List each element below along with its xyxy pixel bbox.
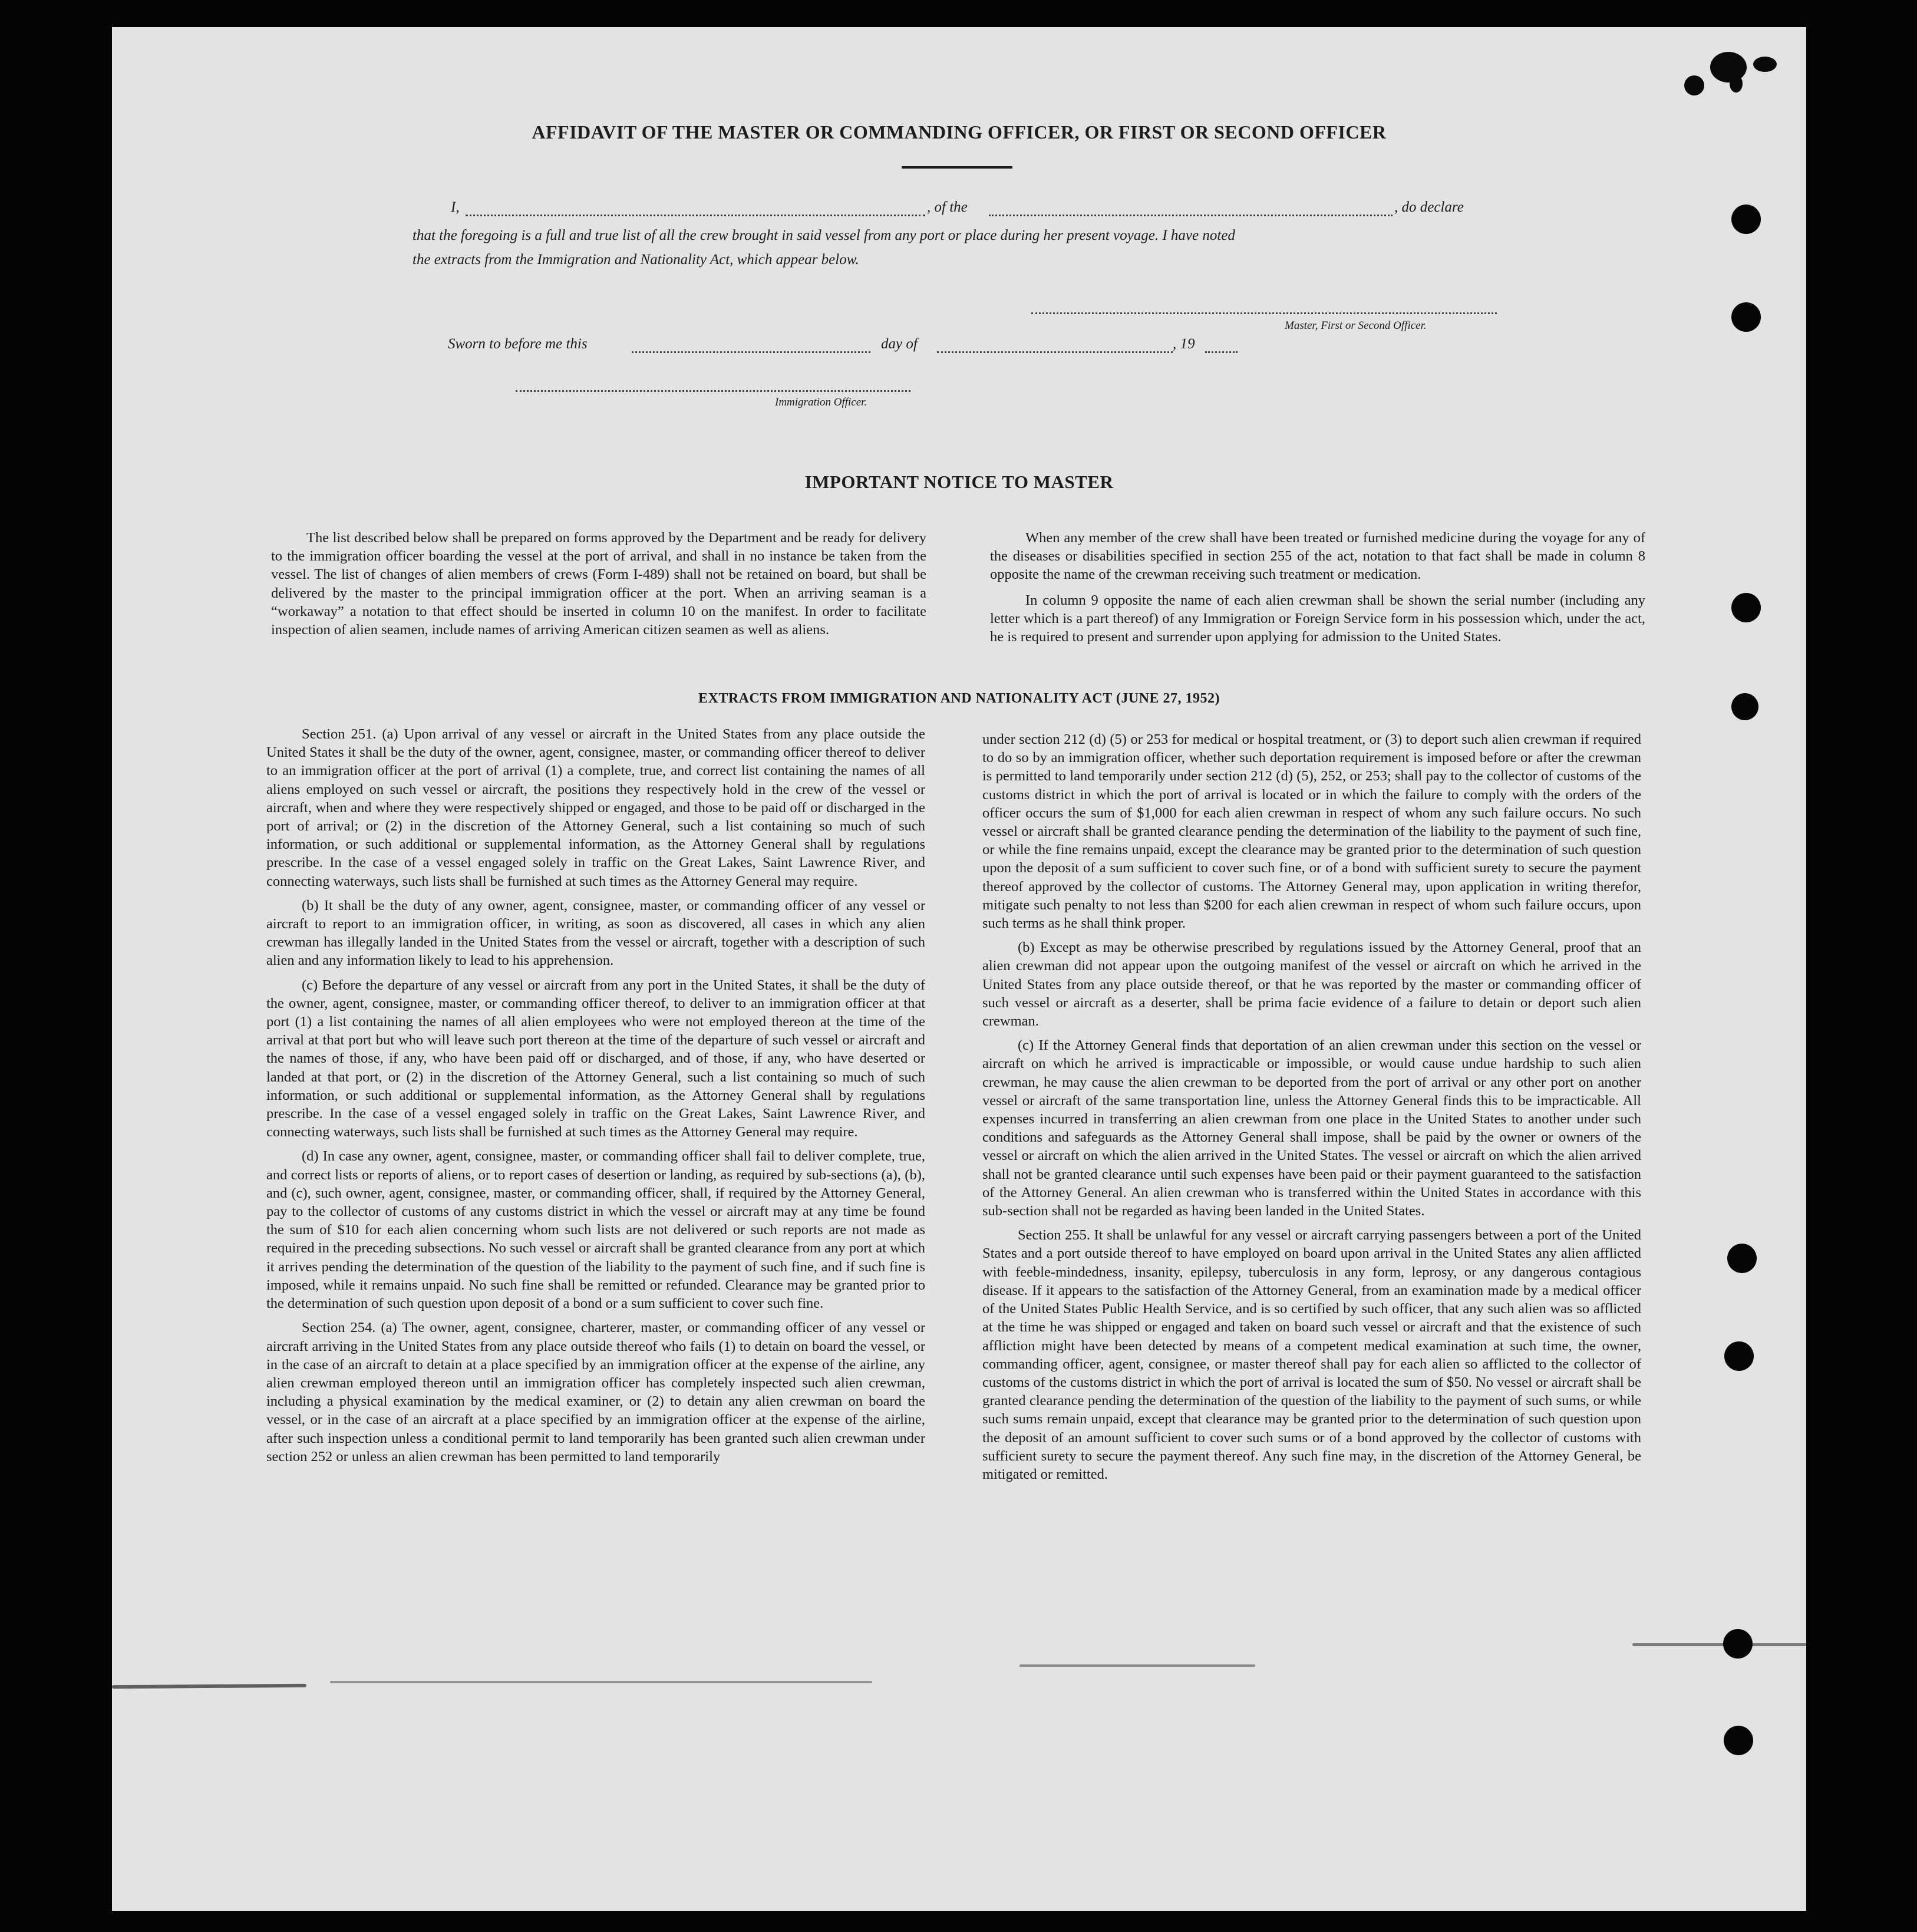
notice-right-paragraph-2: In column 9 opposite the name of each alien crewman shall be shown the serial number (including any letter which is a part thereof) of any Immigration or Foreign Service form in his possession which, under the act, he is required to present and surrender upon applying for admission to the United States. [990, 592, 1645, 645]
section-254-a: Section 254. (a) The owner, agent, consignee, charterer, master, or commanding officer of any vessel or aircraft arriving in the United States from any place outside thereof who fails (1) to detain on board the vessel, or in the case of an aircraft to detain at a place specified by an immigration officer at the expense of the airline, any alien crewman employed thereon until an immigration officer has completely inspected such alien crewman, including a physical examination by the medical examiner, or (2) to detain any alien crewman on board the vessel, or in the case of an aircraft at a place specified by an immigration officer at the expense of the airline, after such inspection unless a conditional permit to land temporarily has been granted such alien crewman under section 252 or unless an alien crewman has been permitted to land temporarily [266, 1320, 925, 1465]
affidavit-title: AFFIDAVIT OF THE MASTER OR COMMANDING OFFICER, OR FIRST OR SECOND OFFICER [532, 121, 1387, 143]
section-254-b: (b) Except as may be otherwise prescribed by regulations issued by the Attorney General, proof that an alien crewman did not appear upon the outgoing manifest of the vessel or aircraft on which he arrived in the United States from any place outside thereof, or that he was reported by the master or commanding officer of such vessel or aircraft as a deserter, shall be prima facie evidence of a failure to detain or deport such alien crewman. [982, 939, 1641, 1030]
affidavit-i-label: I, [451, 199, 460, 215]
affidavit-do-declare-label: , do declare [1394, 199, 1464, 215]
document-page [112, 27, 1806, 1911]
sworn-label: Sworn to before me this [448, 336, 588, 352]
binder-hole [1724, 1341, 1754, 1371]
section-251-c: (c) Before the departure of any vessel or aircraft from any port in the United States, it shall be the duty of the owner, agent, consignee, master, or commanding officer thereof, to deliver to an immigration officer at that port (1) a list containing the names of all alien employees who were not employed thereon at the time of the arrival at that port but who will leave such port thereon at the time of the departure of such vessel or aircraft and the names of those, if any, who have been paid off or discharged, and of those, if any, who have deserted or landed at that port, or (2) in the discretion of the Attorney General, such a list containing so much of such information, or such additional or supplemental information, as the Attorney General shall by regulations prescribe. In the case of a vessel engaged solely in traffic on the Great Lakes, Saint Lawrence River, and connecting waterways, such lists shall be furnished at such times as the Attorney General may require. [266, 977, 925, 1140]
binder-hole [1724, 1726, 1753, 1755]
sworn-day-blank-line [632, 351, 870, 353]
ink-smear-center [330, 1681, 872, 1683]
notice-left-paragraph: The list described below shall be prepared on forms approved by the Department and be ready for delivery to the immigration officer boarding the vessel at the port of arrival, and shall in no instance be taken from the vessel. The list of changes of alien members of crews (Form I-489) shall not be retained on board, but shall be delivered by the master to the principal immigration officer at the port. When an arriving seaman is a “workaway” a notation to that effect should be inserted in column 10 on the manifest. In order to facilitate inspection of alien seamen, include names of arriving American citizen seamen as well as aliens. [271, 530, 926, 638]
ink-smear-right [1019, 1664, 1255, 1667]
section-251-d: (d) In case any owner, agent, consignee, master, or commanding officer shall fail to deliver complete, true, and correct lists or reports of aliens, or to report cases of desertion or landing, as required by sub-sections (a), (b), and (c), such owner, agent, consignee, master, or commanding officer, shall, if required by the Attorney General, pay to the collector of customs of any customs district in which the vessel or aircraft may at any time be found the sum of $10 for each alien concerning whom such lists are not delivered or such reports are not made as required in the preceding subsections. No such vessel or aircraft shall be granted clearance from any port at which it arrives pending the determination of the question of the liability to the payment of such fine, and if such fine is imposed, while it remains unpaid. No such fine shall be remitted or refunded. Clearance may be granted prior to the determination of such question upon deposit of a bond or a sum sufficient to cover such fine. [266, 1148, 925, 1312]
declaration-line-1: that the foregoing is a full and true list of all the crew brought in said vessel from any port or place during her present voyage. I have noted [413, 228, 1235, 243]
section-251-b: (b) It shall be the duty of any owner, agent, consignee, master, or commanding officer of any vessel or aircraft to report to an immigration officer, in writing, as soon as discovered, all cases in which any alien crewman has illegally landed in the United States from the vessel or aircraft, together with a description of such alien and any information likely to lead to his apprehension. [266, 897, 925, 969]
binder-hole [1727, 1244, 1757, 1273]
day-of-label: day of [881, 336, 918, 352]
notice-title: IMPORTANT NOTICE TO MASTER [804, 472, 1114, 492]
section-255: Section 255. It shall be unlawful for any vessel or aircraft carrying passengers between a port of the United States and a port outside thereof to have employed on board upon arrival in the United States any alien afflicted with feeble-mindedness, insanity, epilepsy, tuberculosis in any form, leprosy, or any dangerous contagious disease. If it appears to the satisfaction of the Attorney General, from an examination made by a medical officer of the United States Public Health Service, and is so certified by such officer, that any such alien was so afflicted at the time he was shipped or engaged and taken on board such vessel or aircraft and that the existence of such affliction might have been detected by means of a competent medical examination at such time, the owner, commanding officer, agent, consignee, or master thereof shall pay for each alien so afflicted to the collector of customs of the customs district in which the port of arrival is located the sum of $50. No vessel or aircraft shall be granted clearance pending the determination of the question of the liability to the payment of such sums, or while such sums remain unpaid, except that clearance may be granted prior to the determination of such question upon the deposit of an amount sufficient to cover such sums or of a bond approved by the collector of customs with sufficient surety to secure the payment thereof. Any such fine may, in the discretion of the Attorney General, be mitigated or remitted. [982, 1227, 1641, 1482]
immigration-officer-caption: Immigration Officer. [775, 396, 867, 408]
affidavit-of-the-label: , of the [927, 199, 968, 215]
extracts-left-column [266, 725, 925, 1466]
ink-blot-icon [1730, 75, 1743, 93]
ink-smear-left [112, 1684, 306, 1689]
section-251-a: Section 251. (a) Upon arrival of any vessel or aircraft in the United States from any place outside the United States it shall be the duty of the owner, agent, consignee, master, or commanding officer thereof to deliver to an immigration officer at the port of arrival (1) a complete, true, and correct list containing the names of all aliens employed on such vessel or aircraft, the positions they respectively hold in the crew of the vessel or aircraft, when and where they were respectively shipped or engaged, and those to be paid off or discharged in the port of arrival; or (2) in the discretion of the Attorney General, such a list containing so much of such information, or such additional or supplemental information, as the Attorney General shall by regulations prescribe. In the case of a vessel engaged solely in traffic on the Great Lakes, Saint Lawrence River, and connecting waterways, such lists shall be furnished at such times as the Attorney General may require. [266, 726, 925, 889]
sworn-month-blank-line [937, 351, 1173, 353]
master-signature-line [1031, 312, 1497, 314]
notice-right-paragraph-1: When any member of the crew shall have been treated or furnished medicine during the voyage for any of the diseases or disabilities specified in section 255 of the act, notation to that fact shall be made in column 8 opposite the name of the crewman receiving such treatment or medication. [990, 530, 1645, 583]
section-254-a-continued: under section 212 (d) (5) or 253 for medical or hospital treatment, or (3) to deport such alien crewman if required to do so by an immigration officer, whether such deportation requirement is imposed before or after the crewman is permitted to land temporarily under section 212 (d) (5), 252, or 253; shall pay to the collector of customs of the customs district in which the port of arrival is located or in which the failure to comply with the orders of the officer occurs the sum of $1,000 for each alien crewman in respect of whom any such failure occurs. No such vessel or aircraft shall be granted clearance pending the determination of the liability to the payment of such fine, or while the fine remains unpaid, except the clearance may be granted prior to the determination of such question upon the deposit of a sum sufficient to cover such fine, or of a bond with sufficient surety to secure the payment thereof approved by the collector of customs. The Attorney General may, upon application in writing therefor, mitigate such penalty to not less than $200 for each alien crewman in respect of whom such failure occurs, upon such terms as he shall think proper. [982, 731, 1641, 932]
binder-hole [1731, 205, 1761, 234]
year-blank-line [1205, 351, 1238, 353]
notice-right-column [990, 529, 1645, 646]
immigration-officer-signature-line [516, 390, 910, 392]
title-underline [902, 166, 1012, 169]
ink-smear-margin [1632, 1643, 1806, 1646]
master-signature-caption: Master, First or Second Officer. [1285, 319, 1427, 332]
extracts-right-column [982, 730, 1641, 1483]
extracts-title: EXTRACTS FROM IMMIGRATION AND NATIONALITY ACT (JUNE 27, 1952) [698, 691, 1220, 706]
year-label: , 19 [1173, 336, 1195, 352]
vessel-blank-line [989, 215, 1393, 216]
declaration-line-2: the extracts from the Immigration and Nationality Act, which appear below. [413, 252, 859, 268]
binder-hole [1731, 302, 1761, 332]
binder-hole [1723, 1629, 1753, 1659]
binder-hole [1731, 593, 1761, 622]
ink-blot-icon [1753, 57, 1777, 72]
binder-hole [1731, 693, 1758, 720]
ink-blot-icon [1684, 75, 1704, 95]
notice-left-column [271, 529, 926, 639]
name-blank-line [466, 215, 925, 216]
section-254-c: (c) If the Attorney General finds that deportation of an alien crewman under this section on the vessel or aircraft on which he arrived is impracticable or impossible, or would cause undue hardship to such alien crewman, he may cause the alien crewman to be deported from the port of arrival or any other port on another vessel or aircraft of the same transportation line, unless the Attorney General finds this to be impracticable. All expenses incurred in transferring an alien crewman from one place in the United States to another under such conditions and safeguards as the Attorney General shall impose, shall be paid by the owner or owners of the vessel or aircraft on which the alien arrived in the United States. The vessel or aircraft on which the alien arrived shall not be granted clearance until such expenses have been paid or their payment guaranteed to the satisfaction of the Attorney General. An alien crewman who is transferred within the United States in accordance with this sub-section shall not be regarded as having been landed in the United States. [982, 1037, 1641, 1219]
